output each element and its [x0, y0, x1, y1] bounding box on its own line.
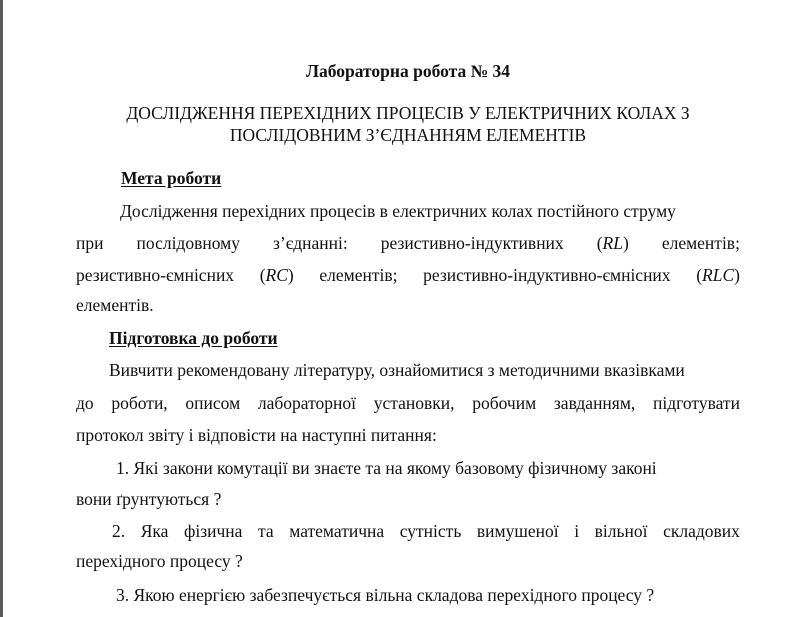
- title-line-1-text: ДОСЛІДЖЕННЯ ПЕРЕХІДНИХ ПРОЦЕСІВ У ЕЛЕКТРИЧНИХ КОЛАХ З: [126, 103, 690, 123]
- question-3-line-1: 3. Якою енергією забезпечується вільна складова перехідного процесу ?: [116, 585, 655, 605]
- lab-heading: [76, 60, 740, 82]
- question-1-line-2: вони ґрунтуються ?: [76, 489, 222, 509]
- title-line-2-text: ПОСЛІДОВНИМ З’ЄДНАННЯМ ЕЛЕМЕНТІВ: [229, 125, 587, 145]
- question-2-line-2: перехідного процесу ?: [76, 551, 243, 571]
- goal-line-4: елементів.: [76, 295, 154, 315]
- prep-line-1: Вивчити рекомендовану літературу, ознайомитися з методичними вказівками: [109, 360, 685, 380]
- goal-line-2: при послідовному з’єднанні: резистивно-індуктивних (RL) елементів;: [76, 233, 740, 253]
- goal-heading: Мета роботи: [121, 168, 222, 188]
- title-line-1: [76, 102, 740, 124]
- prep-line-2: до роботи, описом лабораторної установки, робочим завданням, підготувати: [76, 393, 740, 413]
- prep-heading: Підготовка до роботи: [109, 328, 278, 348]
- goal-line-3: резистивно-ємнісних (RC) елементів; резистивно-індуктивно-ємнісних (RLC): [76, 265, 740, 285]
- question-1-line-1: 1. Які закони комутації ви знаєте та на якому базовому фізичному законі: [116, 458, 657, 478]
- goal-line-1: Дослідження перехідних процесів в електричних колах постійного струму: [120, 201, 676, 221]
- title-line-2: [76, 124, 740, 146]
- prep-line-3: протокол звіту і відповісти на наступні питання:: [76, 425, 437, 445]
- document-page: [76, 0, 740, 617]
- page-left-edge: [0, 0, 3, 617]
- lab-heading-text: Лабораторна робота № 34: [305, 61, 511, 81]
- question-2-line-1: 2. Яка фізична та математична сутність вимушеної і вільної складових: [112, 521, 740, 541]
